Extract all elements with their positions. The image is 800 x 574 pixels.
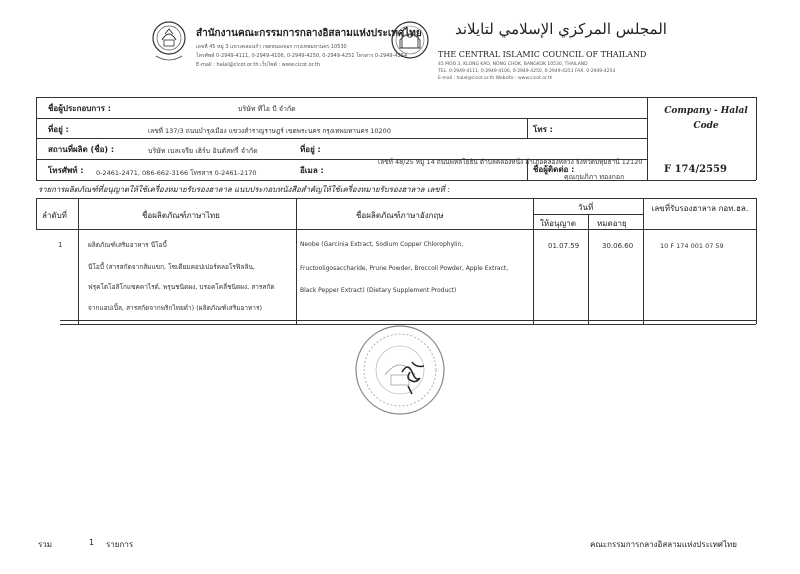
company-halal-code-label: Company - Halal Code [664,106,748,131]
row-name-th-line: ผลิตภัณฑ์เสริมอาหาร นีโอบี้ [88,241,167,249]
total-count: 1 [89,538,95,547]
english-address-line: E-mail : halal@cicot.or.th Website : www.cicot.or.th [438,76,553,81]
address-label: ที่อยู่ : [48,125,69,134]
total-label: รวม [38,540,53,549]
email-label: อีเมล : [300,166,324,175]
thai-address-line: เลขที่ 45 หมู่ 3 แขวงคลองเก้า เขตหนองจอก กรุงเทพมหานคร 10530 [196,44,347,50]
row-name-en-line: Neobe (Garcinia Extract, Sodium Copper Chlorophylin, [300,241,464,248]
contact-label: ชื่อผู้ติดต่อ : [533,165,575,174]
plant-label: สถานที่ผลิต (ชื่อ) : [48,145,115,154]
arabic-org-name: المجلس المركزي الإسلامي لتايلاند [455,20,667,38]
header-cert-no: เลขที่รับรองฮาลาล กอท.ฮล. [651,204,749,213]
row-date-expired: 30.06.60 [602,242,634,250]
telephone-value: 0-2461-2471, 086-662-3166 โทรสาร 0-2461-2170 [96,169,257,177]
plant-address-label: ที่อยู่ : [300,145,321,154]
plant-address-value: เลขที่ 48/25 หมู่ 14 ถนนพหลโยธิน ตำบลคลองหนึ่ง อำเภอคลองหลวง จังหวัดปทุมธานี 12120 [378,158,643,166]
english-org-name: THE CENTRAL ISLAMIC COUNCIL OF THAILAND [438,50,647,59]
footer [0,530,800,560]
row-cert-no: 10 F 174 001 07 59 [660,242,724,250]
row-name-th-line: นีโอบี้ (สารสกัดจากส้มแขก, โซเดียมคอปเปอร์คลอโรฟิลลิน, [88,263,256,271]
header-date-expired: หมดอายุ [597,219,627,228]
english-address-line: TEL. 0-2949-4111, 0-2949-4106, 0-2949-4250, 0-2949-4251 FAX. 0-2949-4254 [438,69,616,74]
header-date-issued: ให้อนุญาต [540,219,576,228]
plant-value: บริษัท เบลเจรีย เฮิร์บ อินดัสทรี่ จำกัด [148,147,258,155]
thai-org-name: สำนักงานคณะกรรมการกลางอิสลามแห่งประเทศไทย [196,28,422,39]
row-date-issued: 01.07.59 [548,242,580,250]
thai-address-line: โทรศัพท์ 0-2949-4111, 0-2949-4106, 0-2949-4250, 0-2949-4251 โทรสาร 0-2949-4254 [196,53,408,59]
product-list-heading: รายการผลิตภัณฑ์ที่อนุญาตให้ใช้เครื่องหมายรับรองฮาลาล แนบประกอบหนังสือสำคัญให้ใช้เครื่องหมายรับรองฮาลาล เลขที่ : [38,185,451,194]
issuer-name: คณะกรรมการกลางอิสลามแห่งประเทศไทย [590,540,737,549]
row-seq: 1 [58,241,63,249]
address-value: เลขที่ 137/3 ถนนบำรุงเมือง แขวงสำราญราษฎร์ เขตพระนคร กรุงเทพมหานคร 10200 [148,127,391,135]
row-name-en-line: Fructooligosaccharide, Prune Powder, Broccoli Powder, Apple Extract, [300,265,509,272]
row-name-th-line: จากแอปเปิ้ล, สารสกัดจากพริกไทยดำ) (ผลิตภัณฑ์เสริมอาหาร) [88,304,262,312]
telephone-label: โทรศัพท์ : [48,166,84,175]
header-seq: ลำดับที่ [42,211,67,220]
phone-label: โทร : [533,125,553,134]
contact-value: คุณกุมภิภา ทองกอก [564,173,625,181]
row-name-en-line: Black Pepper Extract) (Dietary Supplement Product) [300,287,457,294]
applicant-value: บริษัท ทีไอ บี จำกัด [238,105,296,113]
header-name-en: ชื่อผลิตภัณฑ์ภาษาอังกฤษ [356,211,444,220]
applicant-label: ชื่อผู้ประกอบการ : [48,104,111,113]
company-halal-code-value: F 174/2559 [664,164,727,175]
signature [392,352,432,396]
row-name-th-line: ฟรุคโตโอลิโกแซคคาไรด์, พรุนชนิดผง, บรอคโคลี่ชนิดผง, สารสกัด [88,283,275,291]
header-date-group: วันที่ [578,203,594,212]
thai-address-line: E-mail : halal@cicot.or.th เว็บไซต์ : www.cicot.or.th [196,62,321,68]
english-address-line: 45 MOO 3, KLONG KAO, NONG CHOK, BANGKOK 10530, THAILAND [438,62,588,67]
header-name-th: ชื่อผลิตภัณฑ์ภาษาไทย [142,211,220,220]
total-unit: รายการ [106,540,134,549]
